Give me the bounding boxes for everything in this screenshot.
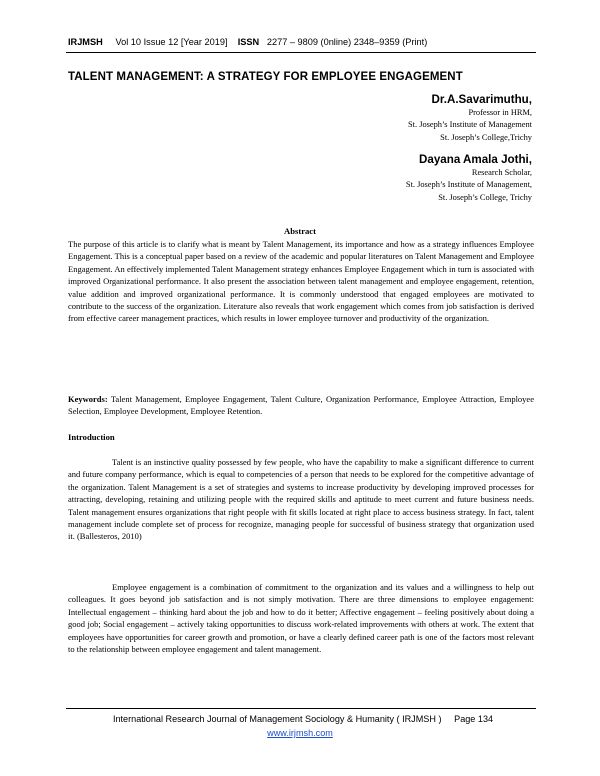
introduction-paragraph-1: Talent is an instinctive quality possessed by few people, who have the capability to make a significant difference to current and future company performance, which is equal to competencies of a person that needs to be explored for the competitive advantage of the organization. Talent Management is a set of strategies and systems to increase productivity by developing improved processes for attracting, developing, retaining and utilizing people with the required skills and aptitude to meet current and future business needs. Talent management ensures organizations that right people with fit skills located at right place to access business strategy. In fact, talent management include complete set of process for recognize, managing people for successful of business strategy that organization used it. (Ballesteros, 2010) (68, 457, 534, 542)
footer-rule (66, 708, 536, 709)
author-affiliation-line: St. Joseph’s College, Trichy (438, 192, 532, 202)
footer-journal: International Research Journal of Management Sociology & Humanity ( IRJMSH ) (112, 714, 442, 724)
author-name: Dayana Amala Jothi, (419, 153, 532, 166)
author-affiliation-line: St. Joseph’s College,Trichy (440, 132, 532, 142)
author-block-1 (408, 92, 532, 144)
introduction-heading: Introduction (68, 432, 115, 442)
running-footer (68, 714, 538, 724)
author-name: Dr.A.Savarimuthu, (431, 93, 532, 106)
author-block-2 (406, 152, 532, 204)
journal-url-link[interactable]: www.irjmsh.com (267, 728, 333, 738)
keywords-text: Talent Management, Employee Engagement, Talent Culture, Organization Performance, Employee Attraction, Employee Selection, Employee Development, Employee Retention. (68, 394, 534, 417)
keywords-label: Keywords: (68, 394, 108, 404)
author-affiliation-line: St. Joseph’s Institute of Management, (405, 180, 532, 190)
author-affiliation-line: St. Joseph’s Institute of Management (408, 120, 532, 130)
author-affiliation-line: Research Scholar, (471, 168, 532, 177)
volume-info: Vol 10 Issue 12 [Year 2019] (115, 37, 228, 47)
header-rule (66, 52, 536, 53)
introduction-paragraph-2: Employee engagement is a combination of commitment to the organization and its values and a willingness to help out colleagues. It goes beyond job satisfaction and is not simply motivation. There are three dimensions to employee engagement: Intellectual engagement – thinking hard about the job and how to do it better; Affective engagement – feeling positively about doing a good job; Social engagement – actively taking opportunities to discuss work-related improvements with others at work. The extent that employees have opportunities for career growth and promotion, or have a clearly defined career path is one of the factors most relevant to the relationship between employee engagement and talent management. (68, 582, 534, 655)
journal-abbrev: IRJMSH (68, 37, 103, 47)
issn-value: 2277 – 9809 (0nline) 2348–9359 (Print) (266, 37, 428, 47)
keywords (68, 393, 534, 418)
author-affiliation-line: Professor in HRM, (468, 108, 532, 117)
paper-title: TALENT MANAGEMENT: A STRATEGY FOR EMPLOYEE ENGAGEMENT (68, 71, 463, 83)
issn-label: ISSN (237, 37, 260, 47)
abstract-heading: Abstract (284, 226, 316, 236)
running-header (68, 37, 538, 47)
abstract-text: The purpose of this article is to clarify what is meant by Talent Management, its importance and how as a strategy influences Employee Engagement. This is a conceptual paper based on a review of the academic and popular literatures on Talent Management and Employee Engagement. An effectively implemented Talent Management strategy enhances Employee Engagement which in turn is associated with improved Organizational performance. It also present the association between talent management and employee engagement, retention, value addition and improved organizational performance. It is commonly understood that engaged employees are motivated to contribute to the success of the organization. Literature also reveals that work engagement which comes from job satisfaction is derived from effective career management practices, which results in lower employee turnover and productivity of the organization. (68, 239, 534, 324)
footer-page-number: Page 134 (454, 714, 494, 724)
